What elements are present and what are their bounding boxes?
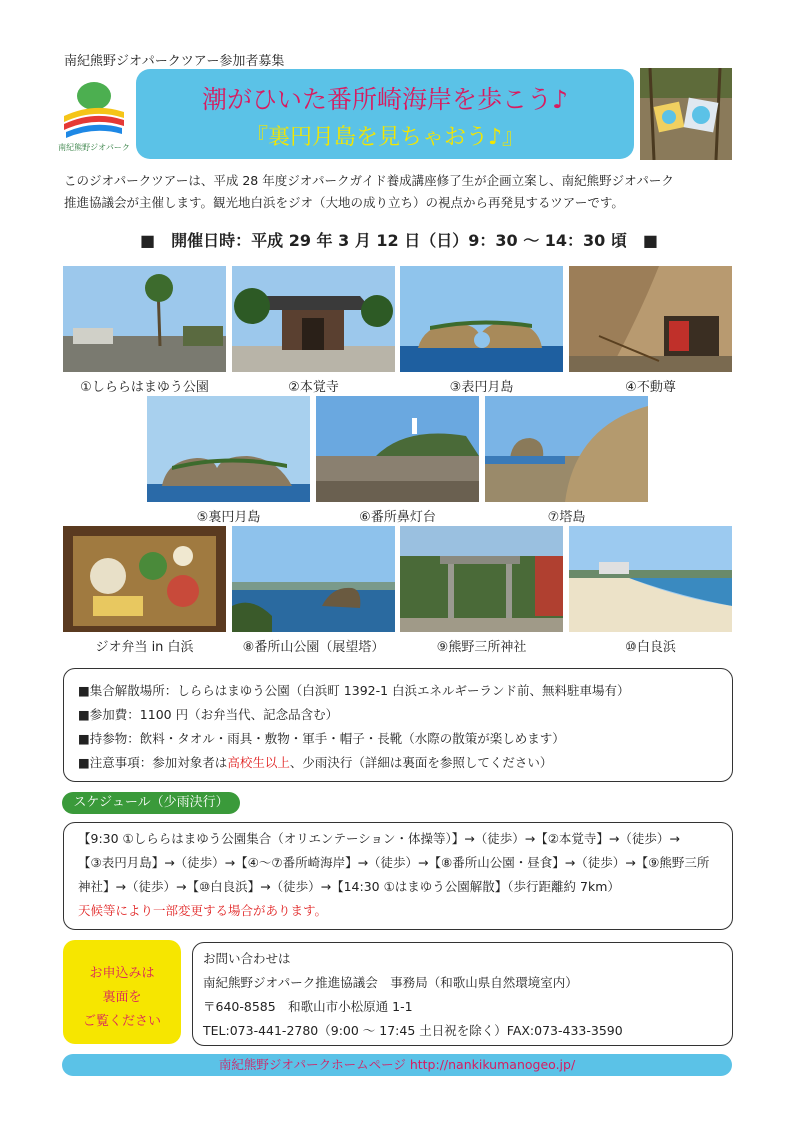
recruitment-label: 南紀熊野ジオパークツアー参加者募集 [64, 54, 285, 69]
contact-address: 〒640-8585 和歌山市小松原通 1-1 [203, 999, 413, 1014]
caption-tojima: ⑦塔島 [547, 510, 586, 525]
intro-text [64, 170, 734, 214]
photo-bansho-park [232, 526, 395, 632]
caption-kumano-sansho-shrine: ⑨熊野三所神社 [436, 640, 527, 655]
caption-hongakuji: ②本覚寺 [288, 380, 339, 395]
photo-shirarahama [569, 526, 732, 632]
schedule-warning: 天候等により一部変更する場合があります。 [78, 903, 328, 918]
schedule-line-2: 【③表円月島】→（徒歩）→【④～⑦番所崎海岸】→（徒歩）→【⑧番所山公園・昼食】→（徒歩）→【⑨熊野三所 [78, 855, 710, 870]
photo-fudoson [569, 266, 732, 372]
photo-tojima [485, 396, 648, 502]
apply-line-2: 裏面を [102, 990, 142, 1005]
notes [78, 753, 552, 771]
caption-shirarahama: ⑩白良浜 [625, 640, 676, 655]
contact-box [192, 942, 733, 1046]
homepage-link[interactable]: 南紀熊野ジオパークホームページ http://nankikumanogeo.jp/ [62, 1054, 732, 1076]
photo-kumano-sansho-shrine [400, 526, 563, 632]
notes-suffix: 、少雨決行（詳細は裏面を参照してください） [289, 755, 553, 770]
notes-age-requirement: 高校生以上 [227, 755, 290, 770]
photo-geo-bento [63, 526, 226, 632]
participation-fee: ■参加費：1100 円（お弁当代、記念品含む） [78, 707, 339, 722]
apply-line-3: ご覧ください [82, 1014, 161, 1029]
contact-organization: 南紀熊野ジオパーク推進協議会 事務局（和歌山県自然環境室内） [203, 975, 578, 990]
contact-phone-fax: TEL:073-441-2780（9:00 ～ 17:45 土日祝を除く）FAX:073-433-3590 [203, 1023, 623, 1038]
apply-box [63, 940, 181, 1044]
caption-ura-engetsu: ⑤裏円月島 [196, 510, 261, 525]
schedule-box [63, 822, 733, 930]
photo-bansho-lighthouse [316, 396, 479, 502]
items-to-bring: ■持参物：飲料・タオル・雨具・敷物・軍手・帽子・長靴（水際の散策が楽しめます） [78, 731, 565, 746]
photo-hongakuji [232, 266, 395, 372]
photo-omote-engetsu [400, 266, 563, 372]
meeting-place: ■集合解散場所：しららはまゆう公園（白浜町 1392-1 白浜エネルギーランド前、無料駐車場有） [78, 683, 630, 698]
signboard-photo [640, 68, 732, 160]
caption-shirara-park: ①しららはまゆう公園 [80, 380, 209, 395]
page-subtitle: 『裏円月島を見ちゃおう♪』 [245, 125, 525, 150]
caption-omote-engetsu: ③表円月島 [449, 380, 514, 395]
caption-bansho-lighthouse: ⑥番所鼻灯台 [359, 510, 436, 525]
page-title: 潮がひいた番所崎海岸を歩こう♪ [202, 85, 568, 114]
photo-ura-engetsu [147, 396, 310, 502]
event-date: ■ 開催日時：平成 29 年 3 月 12 日（日）9：30 ～ 14：30 頃 ■ [140, 231, 658, 250]
logo-text: 南紀熊野ジオパーク [58, 143, 130, 152]
caption-bansho-park: ⑧番所山公園（展望塔） [242, 640, 385, 655]
schedule-line-3: 神社】→（徒歩）→【⑩白良浜】→（徒歩）→【14:30 ①はまゆう公園解散】（歩行距離約 7km） [78, 879, 620, 894]
photo-shirara-park [63, 266, 226, 372]
caption-geo-bento: ジオ弁当 in 白浜 [95, 640, 194, 655]
schedule-tab: スケジュール（少雨決行） [62, 792, 240, 814]
intro-line-1: このジオパークツアーは、平成 28 年度ジオパークガイド養成講座修了生が企画立案し、南紀熊野ジオパーク [64, 173, 674, 188]
notes-prefix: ■注意事項：参加対象者は [78, 755, 228, 770]
intro-line-2: 推進協議会が主催します。観光地白浜をジオ（大地の成り立ち）の視点から再発見するツアーです。 [64, 195, 624, 210]
schedule-line-1: 【9:30 ①しららはまゆう公園集合（オリエンテーション・体操等）】→（徒歩）→【②本覚寺】→（徒歩）→ [78, 831, 680, 846]
apply-line-1: お申込みは [89, 966, 155, 981]
caption-fudoson: ④不動尊 [625, 380, 676, 395]
contact-heading: お問い合わせは [203, 951, 291, 966]
info-box [63, 668, 733, 782]
